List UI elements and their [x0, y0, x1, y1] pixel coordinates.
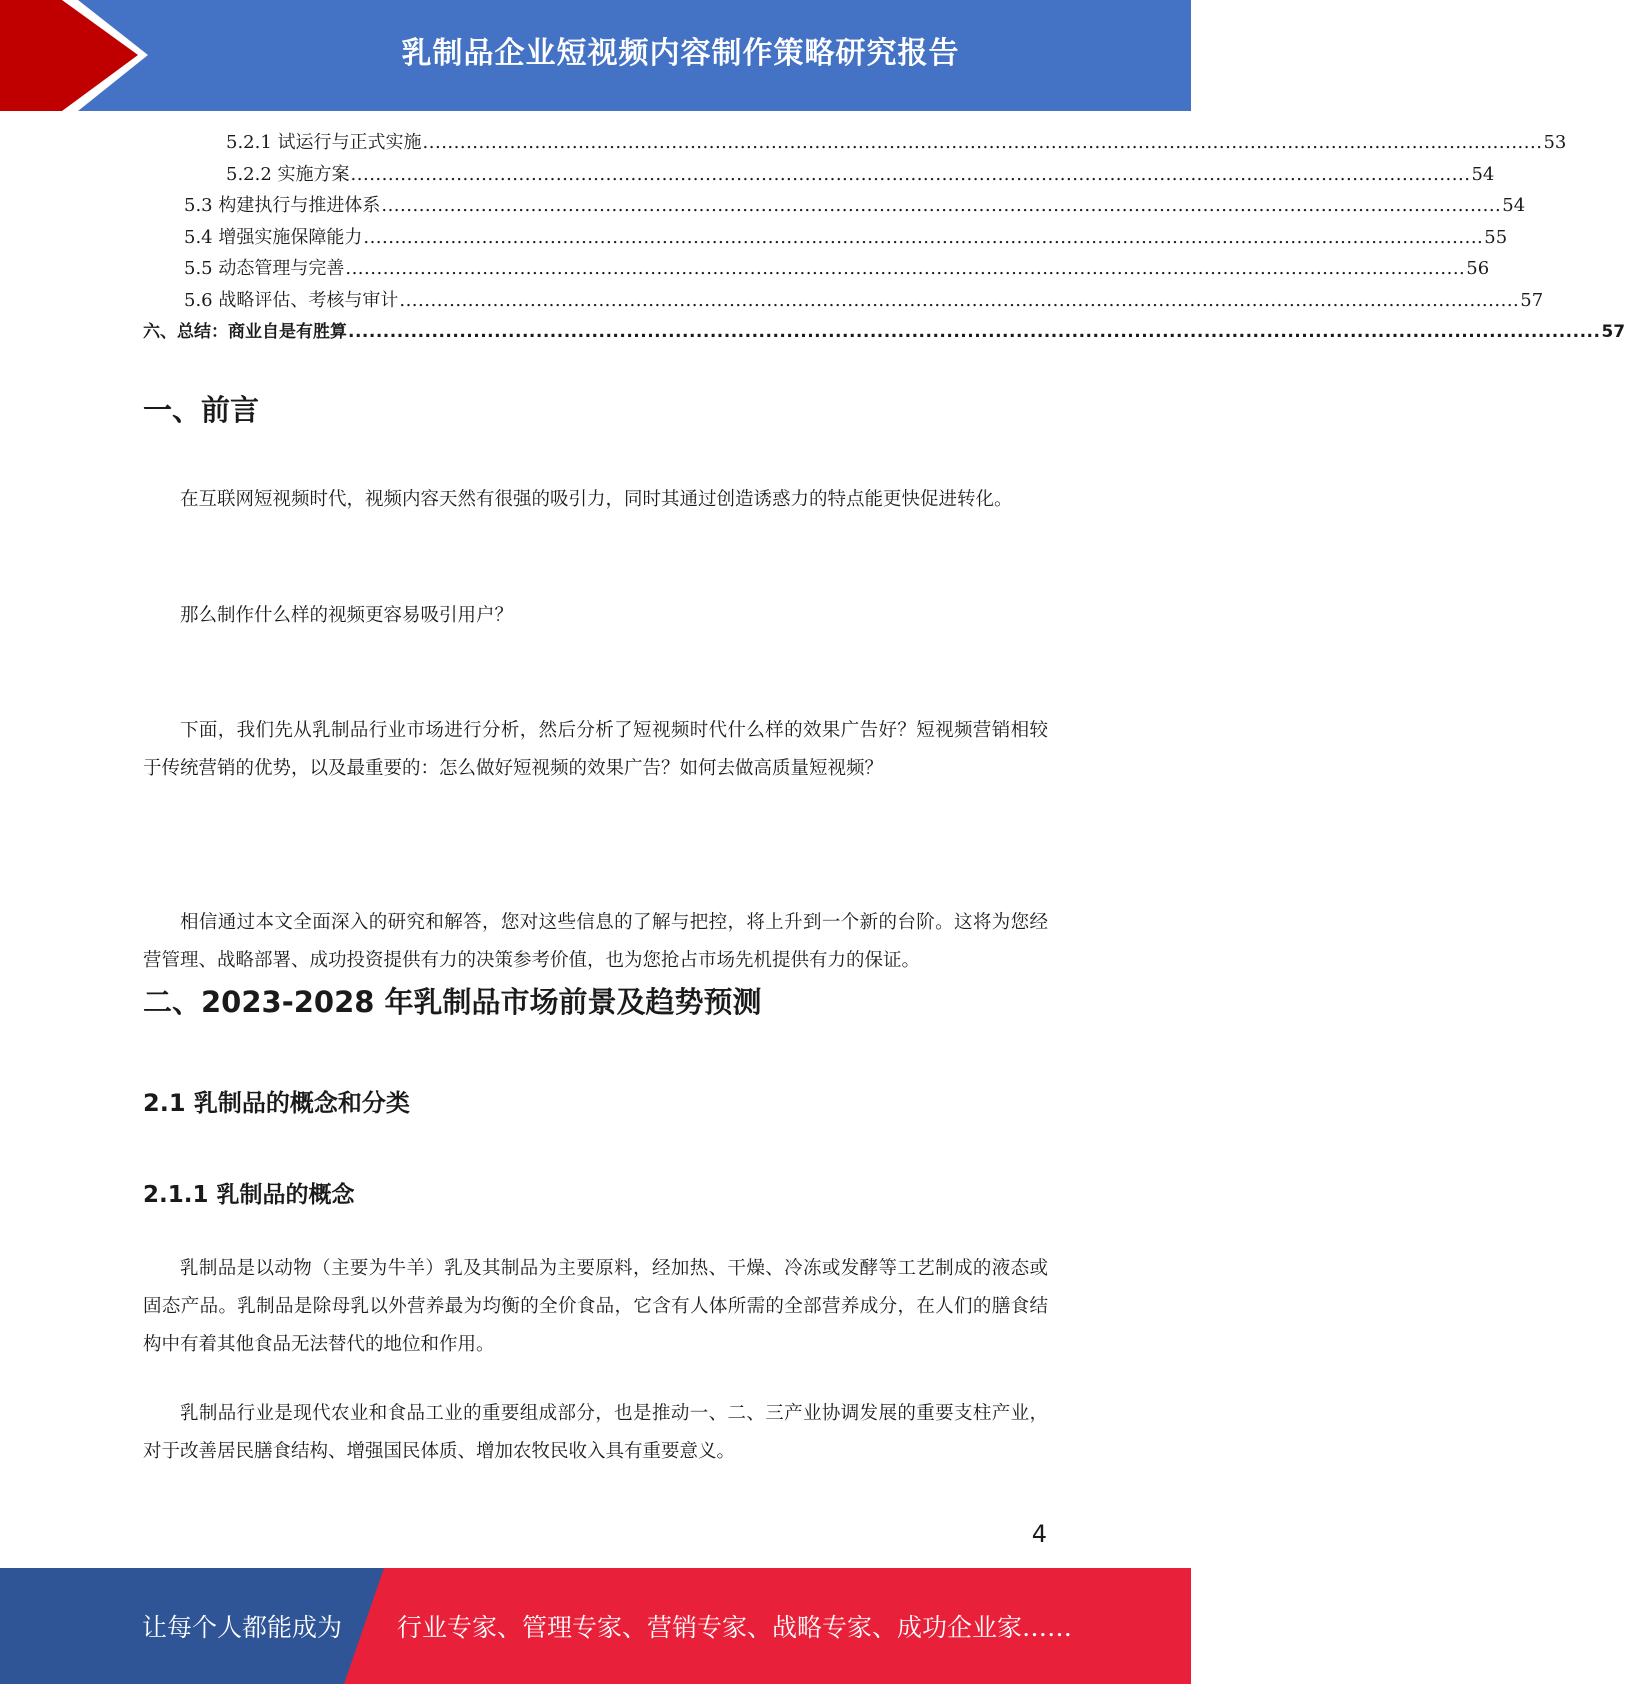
page-footer [0, 1568, 1191, 1684]
toc-leader-dots: .................................................................................................................................................................................... [381, 195, 1502, 216]
toc-leader-dots: .................................................................................................................................................................................... [363, 226, 1484, 248]
toc-leader-dots: .................................................................................................................................................................................... [399, 289, 1520, 311]
table-of-contents [143, 128, 1625, 349]
toc-item-page: 57 [1601, 322, 1625, 342]
toc-item-page: 56 [1466, 258, 1490, 279]
paragraph: 下面，我们先从乳制品行业市场进行分析，然后分析了短视频时代什么样的效果广告好？短视频营销相较于传统营销的优势，以及最重要的：怎么做好短视频的效果广告？如何去做高质量短视频？ [143, 720, 1048, 779]
toc-item-label: 5.5 动态管理与完善 [184, 258, 345, 279]
header-arrow-decoration [0, 0, 160, 111]
toc-item-page: 53 [1543, 132, 1567, 153]
toc-item[interactable] [143, 191, 1526, 223]
toc-item[interactable] [143, 160, 1495, 192]
toc-item[interactable] [143, 286, 1544, 318]
toc-item-page: 55 [1484, 226, 1508, 248]
toc-leader-dots: .................................................................................................................................................................................... [422, 132, 1543, 153]
toc-item-label: 5.6 战略评估、考核与审计 [184, 289, 399, 311]
toc-item-label: 5.3 构建执行与推进体系 [184, 195, 381, 216]
paragraph: 在互联网短视频时代，视频内容天然有很强的吸引力，同时其通过创造诱惑力的特点能更快促进转化。 [180, 489, 1013, 510]
paragraph: 那么制作什么样的视频更容易吸引用户？ [180, 605, 514, 626]
toc-item[interactable] [143, 254, 1490, 286]
toc-item[interactable] [143, 128, 1567, 160]
section-heading-market-outlook: 二、2023-2028 年乳制品市场前景及趋势预测 [143, 985, 762, 1019]
subsection-heading: 2.1 乳制品的概念和分类 [143, 1089, 410, 1117]
footer-slogan-left: 让每个人都能成为 [142, 1613, 343, 1642]
toc-item-label: 5.2.1 试运行与正式实施 [226, 132, 422, 153]
footer-slogan-right: 行业专家、管理专家、营销专家、战略专家、成功企业家…… [397, 1613, 1073, 1642]
section-heading-preface: 一、前言 [143, 393, 260, 427]
paragraph: 乳制品行业是现代农业和食品工业的重要组成部分，也是推动一、二、三产业协调发展的重要支柱产业，对于改善居民膳食结构、增强国民体质、增加农牧民收入具有重要意义。 [143, 1403, 1048, 1462]
page-header [0, 0, 1191, 111]
page-number: 4 [1031, 1520, 1047, 1548]
toc-item[interactable] [143, 317, 1625, 349]
toc-leader-dots: .................................................................................................................................................................................... [348, 322, 1601, 342]
paragraph: 乳制品是以动物（主要为牛羊）乳及其制品为主要原料，经加热、干燥、冷冻或发酵等工艺制成的液态或固态产品。乳制品是除母乳以外营养最为均衡的全价食品，它含有人体所需的全部营养成分，在人们的膳食结构中有着其他食品无法替代的地位和作用。 [143, 1258, 1048, 1355]
toc-item-label: 5.2.2 实施方案 [226, 163, 350, 185]
toc-item-page: 57 [1520, 289, 1544, 311]
toc-item-page: 54 [1502, 195, 1526, 216]
toc-item-label: 5.4 增强实施保障能力 [184, 226, 363, 248]
toc-leader-dots: .................................................................................................................................................................................... [350, 163, 1471, 185]
subsubsection-heading: 2.1.1 乳制品的概念 [143, 1182, 355, 1208]
toc-item-label: 六、总结：商业自是有胜算 [143, 322, 347, 342]
paragraph: 相信通过本文全面深入的研究和解答，您对这些信息的了解与把控，将上升到一个新的台阶。这将为您经营管理、战略部署、成功投资提供有力的决策参考价值，也为您抢占市场先机提供有力的保证。 [143, 912, 1048, 971]
report-title: 乳制品企业短视频内容制作策略研究报告 [401, 36, 960, 71]
toc-item-page: 54 [1471, 163, 1495, 185]
toc-leader-dots: .................................................................................................................................................................................... [345, 258, 1466, 279]
toc-item[interactable] [143, 223, 1508, 255]
